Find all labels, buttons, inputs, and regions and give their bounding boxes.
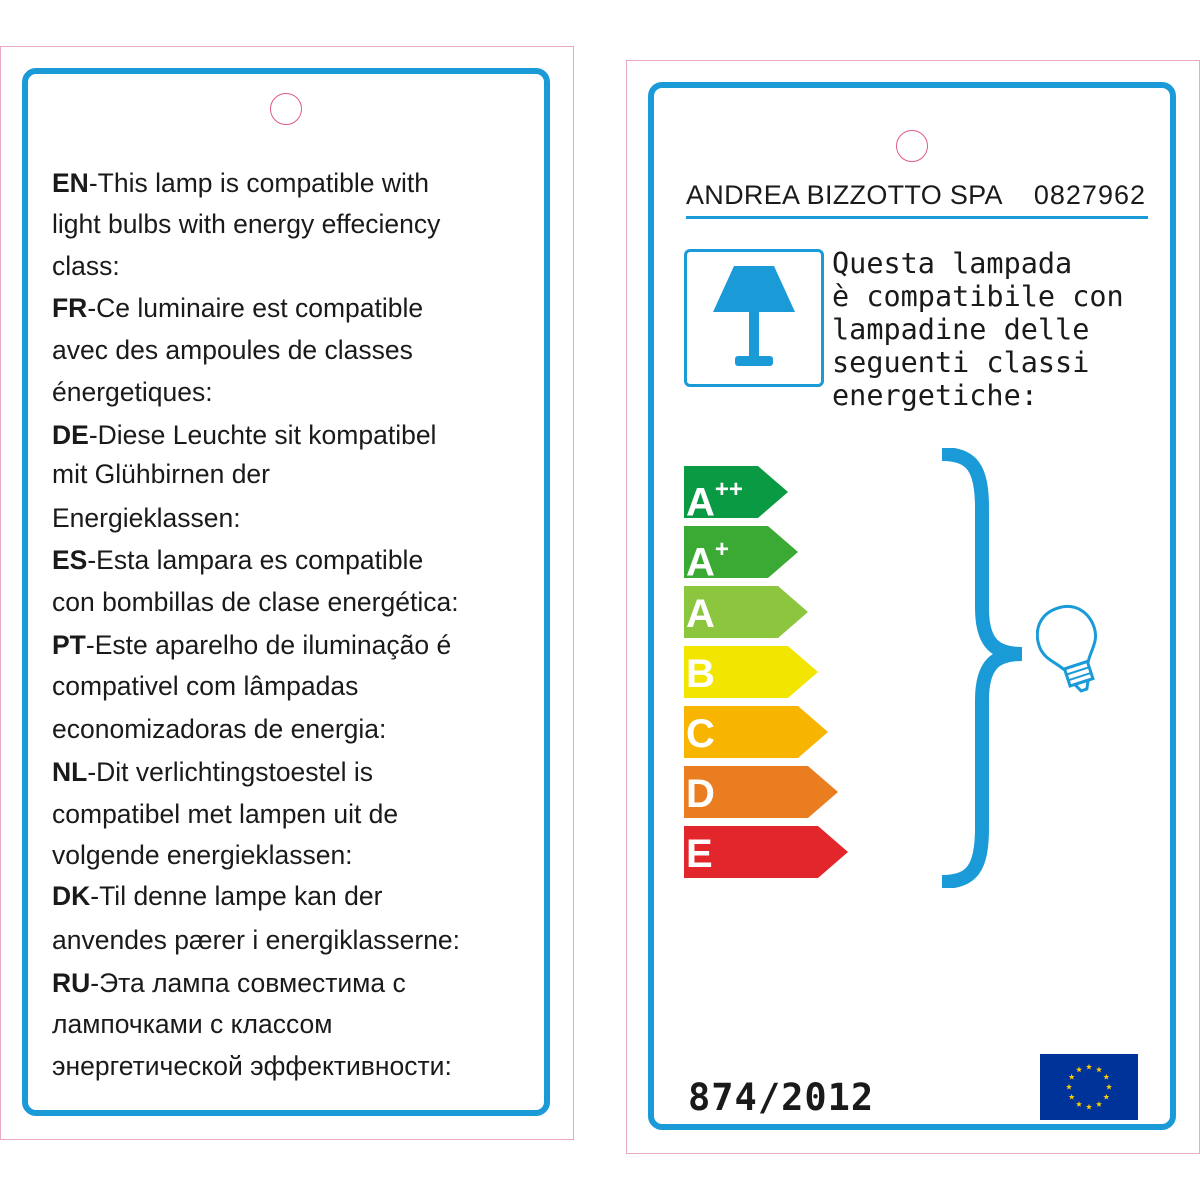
text-line xyxy=(52,923,460,957)
italian-text-line: è compatibile con xyxy=(832,280,1124,313)
line-text: economizadoras de energia: xyxy=(52,714,387,744)
energy-class-label: A xyxy=(686,592,715,636)
energy-class-label: C xyxy=(686,712,715,756)
language-code: NL xyxy=(52,757,88,787)
italian-text-line: Questa lampada xyxy=(832,247,1073,280)
text-line xyxy=(52,457,270,491)
italian-text-line: seguenti classi xyxy=(832,346,1090,379)
text-line xyxy=(52,628,451,662)
product-code: 0827962 xyxy=(1033,180,1146,210)
text-line xyxy=(52,797,398,831)
line-text: -Эта лампа совместима с xyxy=(90,968,406,998)
text-line xyxy=(52,291,423,325)
hang-hole-right xyxy=(896,130,928,162)
line-text: compativel com lâmpadas xyxy=(52,671,359,701)
light-bulb-icon xyxy=(1036,600,1106,700)
regulation-number: 874/2012 xyxy=(688,1076,875,1119)
text-line xyxy=(52,1049,452,1083)
line-text: Energieklassen: xyxy=(52,503,241,533)
line-text: anvendes pærer i energiklasserne: xyxy=(52,925,461,955)
line-text: con bombillas de clase energética: xyxy=(52,587,459,617)
text-line xyxy=(52,585,459,619)
line-text: mit Glühbirnen der xyxy=(52,459,270,489)
text-line xyxy=(52,669,358,703)
line-text: volgende energieklassen: xyxy=(52,840,353,870)
line-text: лампочками с классом xyxy=(52,1009,333,1039)
text-line xyxy=(52,755,373,789)
text-line xyxy=(52,166,429,200)
text-line xyxy=(52,207,440,241)
text-line xyxy=(52,966,406,1000)
italian-text-line: energetiche: xyxy=(832,379,1038,412)
brace-icon xyxy=(930,448,1040,888)
language-code: DK xyxy=(52,881,91,911)
line-text: compatibel met lampen uit de xyxy=(52,799,399,829)
energy-class-label: B xyxy=(686,652,715,696)
language-code: EN xyxy=(52,168,89,198)
line-text: -This lamp is compatible with xyxy=(88,168,430,198)
italian-compatibility-text xyxy=(832,247,1124,412)
language-code: RU xyxy=(52,968,91,998)
text-line xyxy=(52,333,413,367)
energy-class-label: E xyxy=(686,832,713,876)
line-text: -Ce luminaire est compatible xyxy=(87,293,424,323)
company-name: ANDREA BIZZOTTO SPA xyxy=(686,180,1003,210)
text-line xyxy=(52,543,423,577)
energy-class-label: A+ xyxy=(686,536,729,585)
text-line xyxy=(52,249,120,283)
line-text: -Este aparelho de iluminação é xyxy=(85,630,452,660)
lamp-icon xyxy=(684,249,824,387)
text-line xyxy=(52,879,382,913)
line-text: -Diese Leuchte sit kompatibel xyxy=(88,420,437,450)
language-code: FR xyxy=(52,293,88,323)
line-text: -Til denne lampe kan der xyxy=(90,881,383,911)
manufacturer-header xyxy=(686,180,1148,219)
language-code: PT xyxy=(52,630,86,660)
text-line xyxy=(52,375,213,409)
line-text: énergetiques: xyxy=(52,377,213,407)
text-line xyxy=(52,501,241,535)
italian-text-line: lampadine delle xyxy=(832,313,1090,346)
line-text: энергетической эффективности: xyxy=(52,1051,452,1081)
line-text: light bulbs with energy effeciency xyxy=(52,209,441,239)
hang-hole-left xyxy=(270,93,302,125)
text-line xyxy=(52,1007,333,1041)
energy-class-label: A++ xyxy=(686,476,743,525)
text-line xyxy=(52,838,353,872)
text-line xyxy=(52,712,386,746)
language-code: DE xyxy=(52,420,89,450)
eu-flag-icon xyxy=(1040,1054,1138,1120)
text-line xyxy=(52,418,436,452)
line-text: class: xyxy=(52,251,120,281)
line-text: -Esta lampara es compatible xyxy=(87,545,424,575)
energy-class-label: D xyxy=(686,772,715,816)
line-text: avec des ampoules de classes xyxy=(52,335,413,365)
line-text: -Dit verlichtingstoestel is xyxy=(87,757,374,787)
language-code: ES xyxy=(52,545,88,575)
